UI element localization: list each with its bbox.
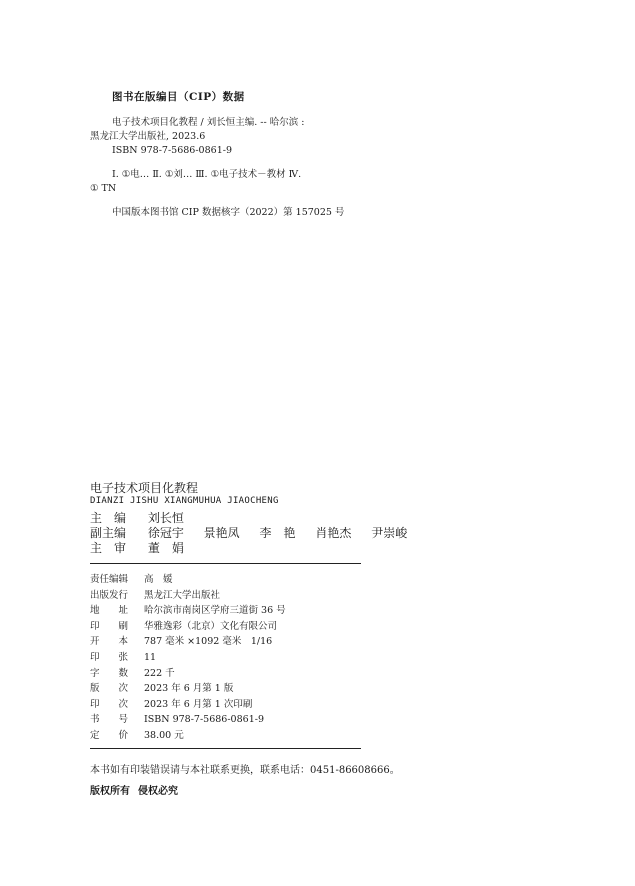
- info-row: [90, 712, 286, 728]
- info-key: 开 本: [90, 636, 129, 648]
- info-row: [90, 697, 286, 713]
- credit-name: 刘长恒: [147, 511, 184, 525]
- cip-subject-line: Ⅰ. ①电… Ⅱ. ①刘… Ⅲ. ①电子技术－教材 Ⅳ.: [112, 169, 302, 180]
- info-value: 38.00 元: [144, 729, 184, 741]
- info-key: 定 价: [90, 729, 129, 741]
- credit-names: [148, 541, 200, 555]
- credit-reviewer: [90, 539, 200, 556]
- cip-isbn-line: ISBN 978-7-5686-0861-9: [112, 145, 232, 156]
- book-title: 电子技术项目化教程: [90, 481, 199, 495]
- info-row: [90, 588, 286, 604]
- info-value: 2023 年 6 月第 1 次印刷: [144, 698, 253, 710]
- info-value: 华雅逸彩（北京）文化有限公司: [144, 620, 278, 632]
- info-row: [90, 572, 286, 588]
- divider-bottom: [90, 748, 361, 749]
- credit-role: 主 编: [90, 511, 127, 525]
- cip-title-line: 电子技术项目化教程 / 刘长恒主编. -- 哈尔滨 :: [112, 117, 305, 128]
- credit-role: 副主编: [90, 526, 127, 540]
- book-pinyin-title: DIANZI JISHU XIANGMUHUA JIAOCHENG: [90, 496, 279, 506]
- info-key: 字 数: [90, 667, 129, 679]
- credit-name: 李 艳: [259, 526, 296, 540]
- info-key: 印 刷: [90, 620, 129, 632]
- cip-publisher-line: 黑龙江大学出版社, 2023.6: [90, 131, 206, 142]
- info-row: [90, 603, 286, 619]
- info-value: 787 毫米 ×1092 毫米 1/16: [144, 636, 273, 648]
- info-row: [90, 666, 286, 682]
- info-key: 地 址: [90, 605, 129, 617]
- info-value: 11: [144, 651, 157, 663]
- info-key: 出版发行: [90, 589, 129, 601]
- info-value: 哈尔滨市南岗区学府三道街 36 号: [144, 605, 286, 617]
- credit-name: 尹崇峻: [371, 526, 408, 540]
- info-value: 2023 年 6 月第 1 版: [144, 683, 234, 695]
- divider-top: [90, 563, 361, 564]
- info-row: [90, 634, 286, 650]
- info-value: 222 千: [144, 667, 175, 679]
- credit-name: 董 娟: [147, 541, 184, 555]
- info-row: [90, 650, 286, 666]
- info-key: 印 张: [90, 651, 129, 663]
- credit-role: 主 审: [90, 541, 127, 555]
- info-key: 书 号: [90, 714, 129, 726]
- info-row: [90, 619, 286, 635]
- credit-name: 徐冠宇: [147, 526, 184, 540]
- credit-name: 肖艳杰: [315, 526, 352, 540]
- credit-names: [148, 511, 200, 525]
- info-row: [90, 681, 286, 697]
- credit-names: [148, 526, 423, 540]
- publication-info: [90, 572, 286, 744]
- info-key: 责任编辑: [90, 574, 129, 585]
- info-row: [90, 728, 286, 744]
- piracy-warning: 侵权必究: [138, 786, 178, 797]
- info-value: ISBN 978-7-5686-0861-9: [144, 714, 264, 726]
- info-key: 版 次: [90, 683, 129, 695]
- cip-record-number: 中国版本图书馆 CIP 数据核字（2022）第 157025 号: [112, 207, 345, 218]
- copyright-notice: [90, 782, 186, 797]
- cip-heading: 图书在版编目（CIP）数据: [112, 91, 245, 103]
- info-value: 高 媛: [144, 574, 173, 585]
- info-key: 印 次: [90, 698, 129, 710]
- credit-name: 景艳凤: [203, 526, 240, 540]
- info-value: 黑龙江大学出版社: [144, 589, 221, 601]
- rights-reserved: 版权所有: [90, 786, 130, 797]
- replacement-notice: 本书如有印装错误请与本社联系更换，联系电话：0451-86608666。: [90, 765, 400, 776]
- cip-classification-line: ① TN: [90, 183, 117, 194]
